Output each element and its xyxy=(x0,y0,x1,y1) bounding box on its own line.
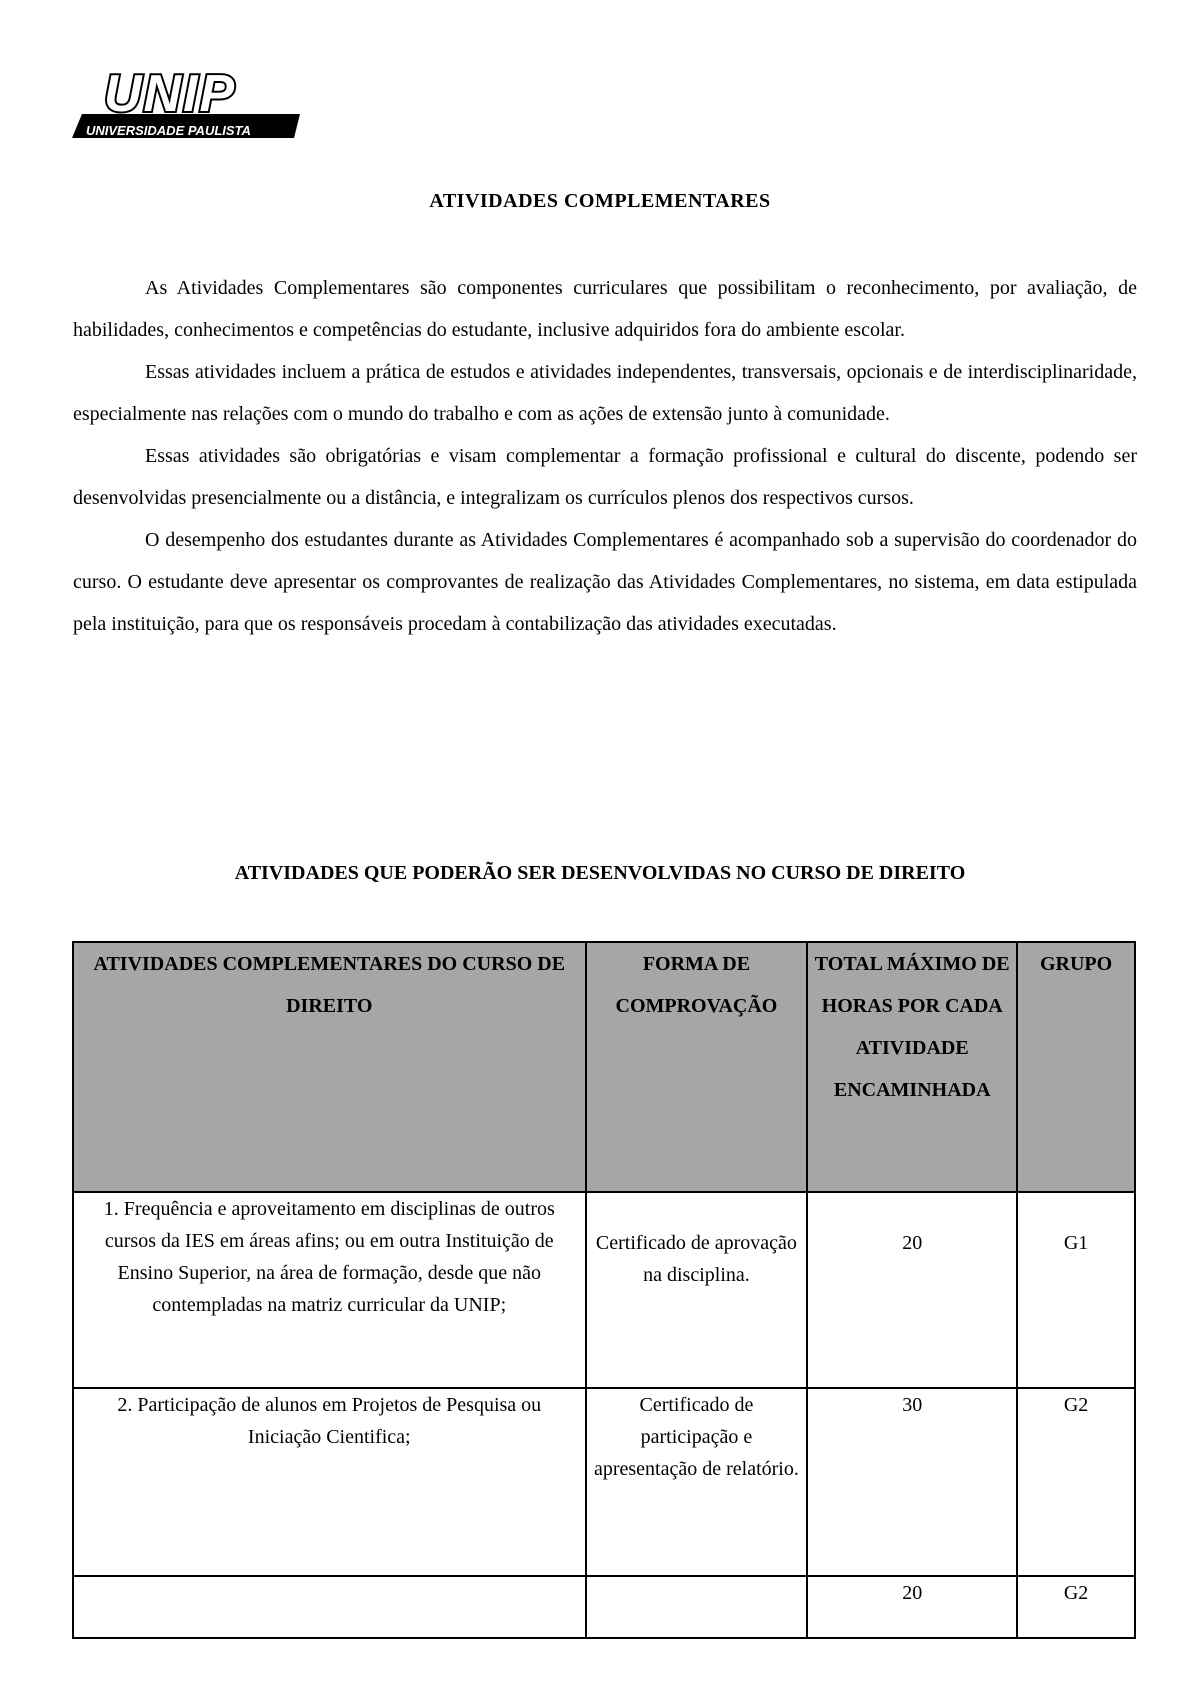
cell-grupo: G2 xyxy=(1017,1388,1135,1576)
page-title: ATIVIDADES COMPLEMENTARES xyxy=(429,190,771,212)
cell-atividade: 1. Frequência e aproveitamento em disciplinas de outros cursos da IES em áreas afins; ou em outra Instituição de Ensino Superior, na área de formação, desde que não contempladas na matriz curricular da UNIP; xyxy=(73,1192,586,1388)
cell-horas: 20 xyxy=(807,1192,1017,1388)
unip-logo xyxy=(72,65,300,146)
intro-text xyxy=(73,267,1137,645)
cell-grupo: G2 xyxy=(1017,1576,1135,1638)
cell-atividade xyxy=(73,1576,586,1638)
table-row xyxy=(73,1576,1135,1638)
paragraph: Essas atividades incluem a prática de estudos e atividades independentes, transversais, opcionais e de interdisciplinaridade, especialmente nas relações com o mundo do trabalho e com as ações de extensão junto à comunidade. xyxy=(73,361,1137,425)
cell-comprovacao: Certificado de participação e apresentação de relatório. xyxy=(586,1388,808,1576)
cell-horas: 20 xyxy=(807,1576,1017,1638)
activities-table xyxy=(72,941,1136,1639)
logo-subtitle: UNIVERSIDADE PAULISTA xyxy=(86,123,251,138)
section-title: ATIVIDADES QUE PODERÃO SER DESENVOLVIDAS NO CURSO DE DIREITO xyxy=(234,862,966,884)
logo-name: UNIP xyxy=(104,65,237,123)
cell-comprovacao: Certificado de aprovação na disciplina. xyxy=(586,1192,808,1388)
header-atividades: ATIVIDADES COMPLEMENTARES DO CURSO DE DIREITO xyxy=(73,942,586,1192)
paragraph: As Atividades Complementares são componentes curriculares que possibilitam o reconhecimento, por avaliação, de habilidades, conhecimentos e competências do estudante, inclusive adquiridos fora do ambiente escolar. xyxy=(73,277,1137,341)
header-horas: TOTAL MÁXIMO DE HORAS POR CADA ATIVIDADE ENCAMINHADA xyxy=(807,942,1017,1192)
paragraph: O desempenho dos estudantes durante as Atividades Complementares é acompanhado sob a supervisão do coordenador do curso. O estudante deve apresentar os comprovantes de realização das Atividades Complementares, no sistema, em data estipulada pela instituição, para que os responsáveis procedam à contabilização das atividades executadas. xyxy=(73,529,1137,635)
cell-grupo: G1 xyxy=(1017,1192,1135,1388)
header-grupo: GRUPO xyxy=(1017,942,1135,1192)
header-comprovacao: FORMA DE COMPROVAÇÃO xyxy=(586,942,808,1192)
paragraph: Essas atividades são obrigatórias e visam complementar a formação profissional e cultural do discente, podendo ser desenvolvidas presencialmente ou a distância, e integralizam os currículos plenos dos respectivos cursos. xyxy=(73,445,1137,509)
cell-atividade: 2. Participação de alunos em Projetos de Pesquisa ou Iniciação Cientifica; xyxy=(73,1388,586,1576)
cell-horas: 30 xyxy=(807,1388,1017,1576)
table-row xyxy=(73,1388,1135,1576)
cell-comprovacao xyxy=(586,1576,808,1638)
table-row xyxy=(73,1192,1135,1388)
table-header-row xyxy=(73,942,1135,1192)
